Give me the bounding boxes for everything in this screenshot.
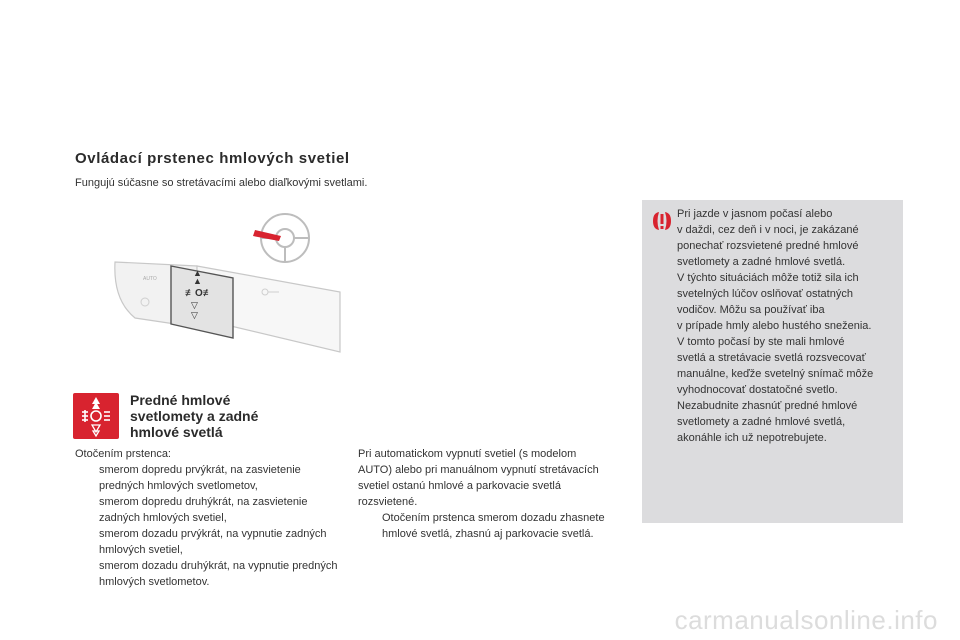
warning-line: ponechať rozsvietené predné hmlové (677, 240, 859, 252)
warning-line: vodičov. Môžu sa používať iba (677, 304, 825, 316)
warning-line: v daždi, cez deň i v noci, je zakázané (677, 224, 859, 236)
warning-line: Nezabudnite zhasnúť predné hmlové (677, 400, 858, 412)
warning-line: vyhodnocovať dostatočné svetlo. (677, 384, 838, 396)
left-column-intro: Otočením prstenca: (75, 448, 171, 460)
svg-text:▽: ▽ (191, 310, 198, 320)
list-item-text: smerom dopredu druhýkrát, na zasvietenie zadných hmlových svetiel, (99, 496, 308, 524)
svg-text:▲: ▲ (193, 268, 202, 278)
list-item (358, 510, 608, 542)
watermark: carmanualsonline.info (674, 605, 938, 635)
warning-text (677, 206, 899, 446)
list-item (75, 558, 345, 590)
warning-line: manuálne, keďže svetelný snímač môže (677, 368, 874, 380)
list-item-text: smerom dozadu prvýkrát, na vypnutie zadných hmlových svetiel, (99, 528, 327, 556)
middle-column (358, 446, 608, 542)
section-heading-line: Predné hmlové (130, 392, 231, 408)
warning-line: v prípade hmly alebo hustého sneženia. (677, 320, 872, 332)
list-item (75, 494, 345, 526)
list-item-text: Otočením prstenca smerom dozadu zhasnete hmlové svetlá, zhasnú aj parkovacie svetlá. (382, 512, 605, 540)
page-subtitle: Fungujú súčasne so stretávacími alebo diaľkovými svetlami. (75, 177, 368, 189)
list-item-text: smerom dopredu prvýkrát, na zasvietenie predných hmlových svetlometov, (99, 464, 301, 492)
warning-line: svetlomety a zadné hmlové svetlá, (677, 416, 846, 428)
section-heading-line: svetlomety a zadné (130, 408, 259, 424)
fog-light-stalk-diagram (105, 200, 345, 355)
left-column (75, 446, 345, 590)
fog-lights-icon (73, 393, 119, 439)
warning-line: Pri jazde v jasnom počasí alebo (677, 208, 833, 220)
middle-column-intro: Pri automatickom vypnutí svetiel (s modelom AUTO) alebo pri manuálnom vypnutí stretávacích svetiel ostanú hmlové a parkovacie svetlá rozsvietené. (358, 448, 599, 508)
svg-text:▲: ▲ (193, 276, 202, 286)
warning-line: V týchto situáciách môže totiž sila ich (677, 272, 859, 284)
list-item-text: smerom dozadu druhýkrát, na vypnutie predných hmlových svetlometov. (99, 560, 338, 588)
ring-auto-label: AUTO (143, 276, 157, 282)
warning-line: svetlomety a zadné hmlové svetlá. (677, 256, 846, 268)
fog-lights-badge (73, 393, 119, 439)
svg-text:≢O≢: ≢O≢ (185, 288, 213, 299)
warning-line: svetlá a stretávacie svetlá rozsvecovať (677, 352, 866, 364)
section-heading-line: hmlové svetlá (130, 424, 223, 440)
list-item (75, 526, 345, 558)
list-item (75, 462, 345, 494)
warning-line: V tomto počasí by ste mali hmlové (677, 336, 845, 348)
svg-text:▽: ▽ (191, 300, 198, 310)
stalk-highlight-icon (253, 230, 281, 241)
page-title: Ovládací prstenec hmlových svetiel (75, 150, 350, 167)
warning-box (642, 200, 903, 523)
warning-exclamation-icon (650, 210, 674, 232)
warning-line: svetelných lúčov oslňovať ostatných (677, 288, 853, 300)
section-heading (130, 392, 330, 440)
warning-line: akonáhle ich už nepotrebujete. (677, 432, 827, 444)
